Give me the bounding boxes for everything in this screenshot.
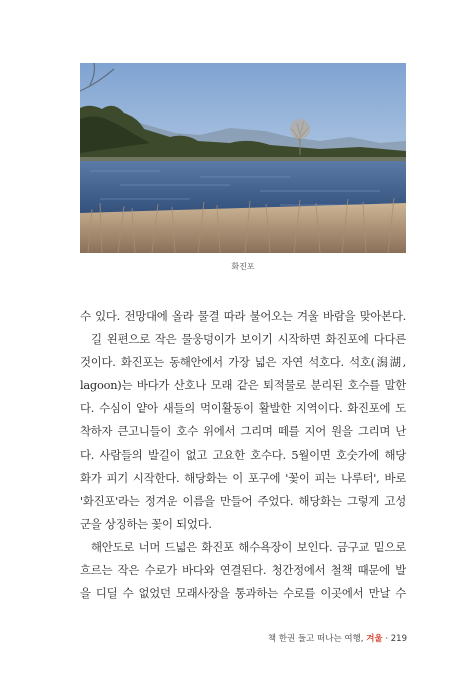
- photo-caption: 화진포: [231, 262, 255, 271]
- page-number: 219: [390, 634, 407, 644]
- text-line: 것이다. 화진포는 동해안에서 가장 넓은 자연 석호다. 석호(潟湖,: [80, 355, 406, 370]
- text-line: lagoon)는 바다가 산호나 모래 같은 퇴적물로 분리된 호수를 말한: [80, 378, 406, 393]
- text-line: 화가 피기 시작한다. 해당화는 이 포구에 '꽃이 피는 나루터', 바로: [80, 470, 406, 485]
- text-line: 길 왼편으로 작은 물웅덩이가 보이기 시작하면 화진포에 다다른: [91, 332, 406, 347]
- text-line: 착하자 큰고니들이 호수 위에서 그리며 떼를 지어 원을 그리며 난: [80, 424, 406, 439]
- page-separator: ·: [385, 634, 389, 644]
- text-line: 흐르는 작은 수로가 바다와 연결된다. 청간정에서 철책 때문에 발: [80, 563, 406, 578]
- season-label: 겨울: [366, 634, 383, 644]
- text-line: '화진포'라는 정겨운 이름을 만들어 주었다. 해당화는 그렇게 고성: [80, 493, 406, 508]
- text-line: 다. 수심이 얕아 새들의 먹이활동이 활발한 지역이다. 화진포에 도: [80, 401, 406, 416]
- lake-landscape-illustration: [80, 63, 406, 253]
- page-footer: [268, 632, 407, 644]
- text-line: 해안도로 너머 드넓은 화진포 해수욕장이 보인다. 금구교 밑으로: [91, 539, 406, 554]
- book-title: 책 한권 들고 떠나는 여행,: [267, 634, 364, 644]
- body-text: [80, 305, 406, 605]
- lake-landscape-photo: [80, 63, 406, 253]
- text-line: 다. 사람들의 발길이 없고 고요한 호수다. 5월이면 호숫가에 해당: [80, 447, 406, 462]
- text-line: 군을 상징하는 꽃이 되었다.: [80, 516, 212, 531]
- text-line: 을 디딜 수 없었던 모래사장을 통과하는 수로를 이곳에서 만날 수: [80, 586, 406, 601]
- text-line: 수 있다. 전망대에 올라 물결 따라 불어오는 겨울 바람을 맞아본다.: [80, 309, 406, 323]
